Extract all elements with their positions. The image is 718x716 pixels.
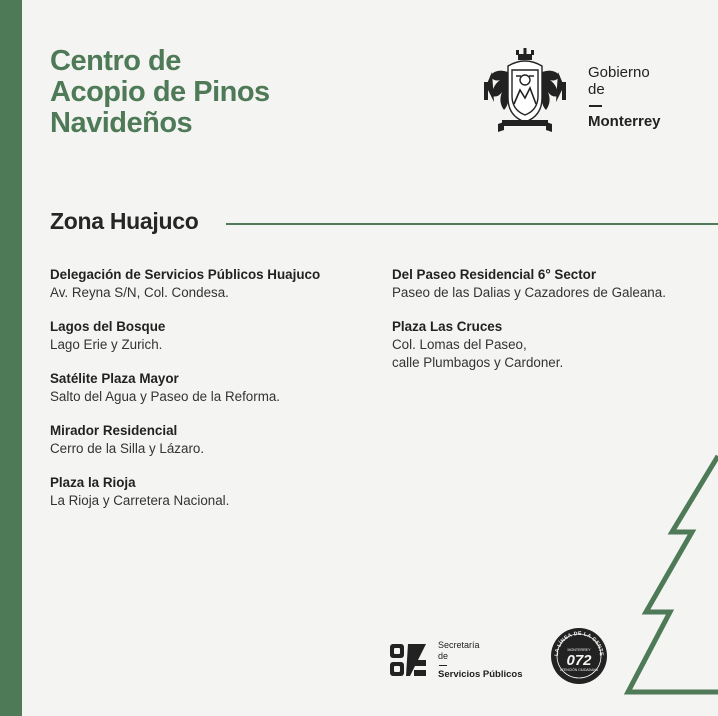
location-entry — [50, 318, 370, 354]
location-entry — [392, 266, 712, 302]
location-address: Lago Erie y Zurich. — [50, 337, 163, 352]
location-address: La Rioja y Carretera Nacional. — [50, 493, 230, 508]
location-address: Cerro de la Silla y Lázaro. — [50, 441, 205, 456]
title-line-3: Navideños — [50, 107, 193, 139]
title-line-2: Acopio de Pinos — [50, 76, 270, 108]
locations-left-column — [50, 266, 370, 526]
left-accent-bar — [0, 0, 22, 716]
location-name: Plaza Las Cruces — [392, 319, 503, 334]
location-name: Delegación de Servicios Públicos Huajuco — [50, 267, 321, 282]
location-address: Paseo de las Dalias y Cazadores de Galeana. — [392, 285, 666, 300]
monterrey-coat-of-arms-icon — [478, 46, 572, 136]
location-address-line-1: Col. Lomas del Paseo, — [392, 337, 527, 352]
location-entry — [392, 318, 712, 372]
location-name: Mirador Residencial — [50, 423, 178, 438]
government-of-monterrey-logo — [588, 64, 661, 130]
badge-inner-bottom: ATENCIÓN CIUDADANA — [559, 668, 599, 672]
location-name: Lagos del Bosque — [50, 319, 166, 334]
location-name: Satélite Plaza Mayor — [50, 371, 179, 386]
servicios-publicos-label — [438, 640, 522, 680]
location-entry — [50, 266, 370, 302]
secretaria-line-2: de — [438, 651, 449, 661]
badge-number: 072 — [566, 652, 592, 669]
linea-072-badge-icon — [550, 627, 608, 685]
title-line-1: Centro de — [50, 45, 181, 77]
location-entry — [50, 422, 370, 458]
location-entry — [50, 370, 370, 406]
zone-divider — [226, 223, 718, 225]
location-entry — [50, 474, 370, 510]
secretaria-dash — [439, 665, 447, 666]
locations-right-column — [392, 266, 712, 388]
gov-line-2: de — [588, 81, 605, 98]
gov-city: Monterrey — [588, 112, 661, 130]
location-address: Av. Reyna S/N, Col. Condesa. — [50, 285, 229, 300]
badge-inner-top: MONTERREY — [567, 648, 591, 652]
secretaria-line-1: Secretaría — [438, 640, 480, 650]
badge-top-text: LA LÍNEA DE LA GENTE — [553, 630, 605, 657]
gov-line-1: Gobierno — [588, 64, 650, 81]
servicios-publicos-logo-icon — [388, 640, 428, 680]
secretaria-name: Servicios Públicos — [438, 669, 523, 680]
page-title — [50, 46, 270, 139]
location-address: Salto del Agua y Paseo de la Reforma. — [50, 389, 281, 404]
location-address-line-2: calle Plumbagos y Cardoner. — [392, 355, 564, 370]
zone-title: Zona Huajuco — [50, 208, 199, 234]
location-name: Plaza la Rioja — [50, 475, 136, 490]
location-name: Del Paseo Residencial 6° Sector — [392, 267, 597, 282]
gov-dash-divider — [589, 105, 602, 107]
